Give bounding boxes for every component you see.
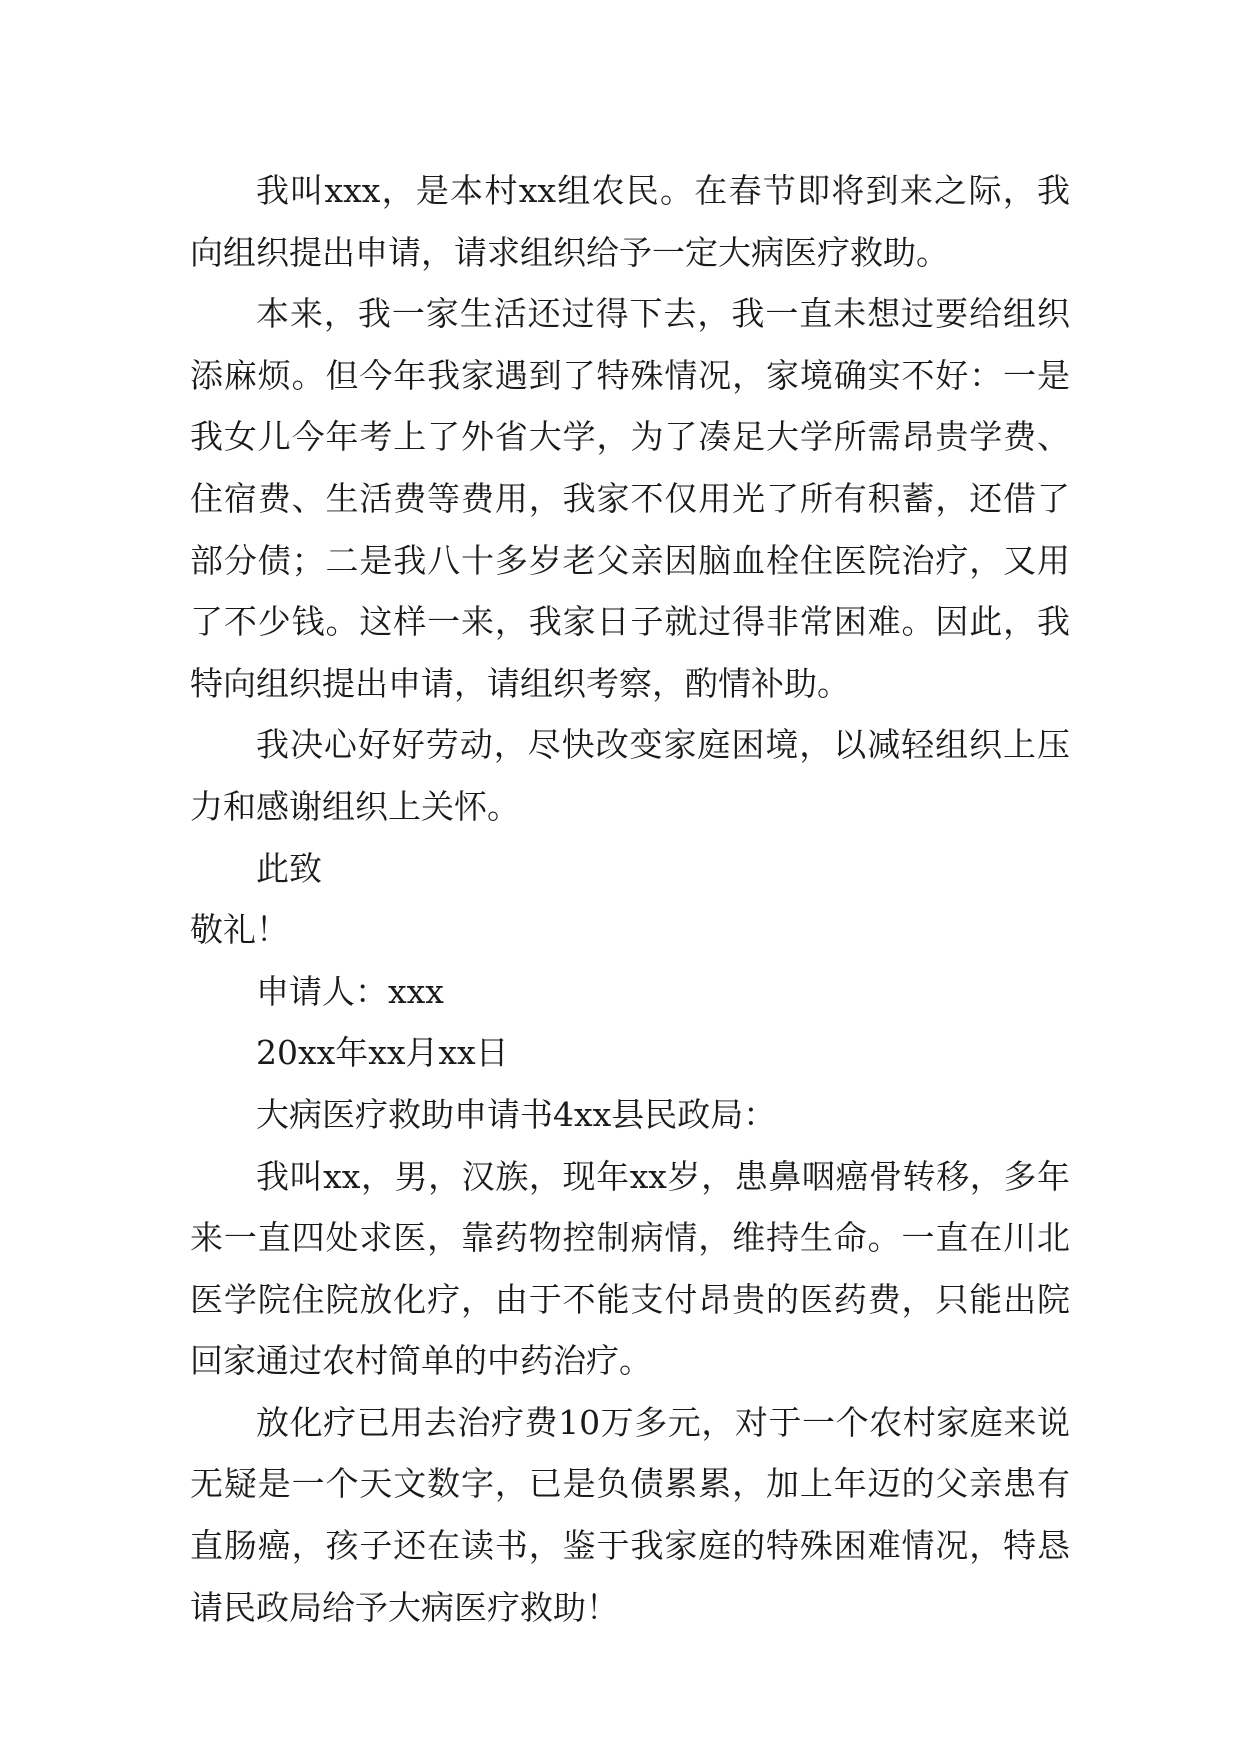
document-body — [190, 160, 1070, 1638]
application-date: 20xx年xx月xx日 — [256, 1033, 509, 1073]
paragraph-intro: 我叫xxx，是本村xx组农民。在春节即将到来之际，我向组织提出申请，请求组织给予一定大病医疗救助。 — [190, 171, 1070, 272]
paragraph-situation: 本来，我一家生活还过得下去，我一直未想过要给组织添麻烦。但今年我家遇到了特殊情况，家境确实不好：一是我女儿今年考上了外省大学，为了凑足大学所需昂贵学费、住宿费、生活费等费用，我家不仅用光了所有积蓄，还借了部分债；二是我八十多岁老父亲因脑血栓住医院治疗，又用了不少钱。这样一来，我家日子就过得非常困难。因此，我特向组织提出申请，请组织考察，酌情补助。 — [190, 294, 1070, 703]
closing-regards: 敬礼！ — [190, 910, 289, 950]
applicant-signature: 申请人：xxx — [256, 971, 444, 1011]
paragraph-illness: 我叫xx，男，汉族，现年xx岁，患鼻咽癌骨转移，多年来一直四处求医，靠药物控制病情，维持生命。一直在川北医学院住院放化疗，由于不能支付昂贵的医药费，只能出院回家通过农村简单的中药治疗。 — [190, 1156, 1070, 1381]
paragraph-request: 放化疗已用去治疗费10万多元，对于一个农村家庭来说无疑是一个天文数字，已是负债累累，加上年迈的父亲患有直肠癌，孩子还在读书，鉴于我家庭的特殊困难情况，特恳请民政局给予大病医疗救助！ — [190, 1402, 1070, 1627]
paragraph-resolve: 我决心好好劳动，尽快改变家庭困境，以减轻组织上压力和感谢组织上关怀。 — [190, 725, 1070, 826]
closing-salutation: 此致 — [256, 848, 322, 888]
second-letter-heading: 大病医疗救助申请书4xx县民政局： — [256, 1094, 777, 1134]
